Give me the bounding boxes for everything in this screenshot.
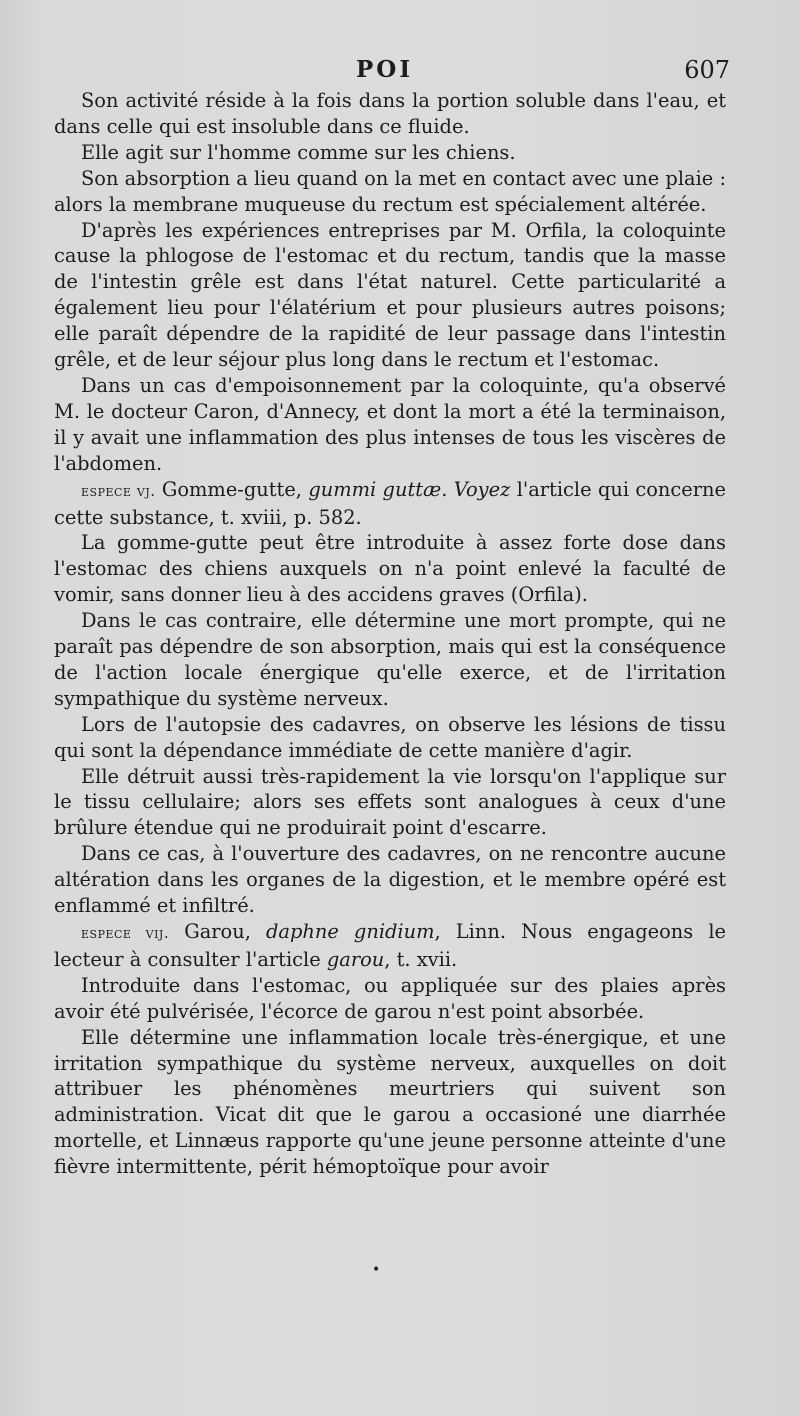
paragraph: Lors de l'autopsie des cadavres, on observe les lésions de tissu qui sont la dépendance immédiate de cette manière d'agir. (54, 712, 726, 762)
footer-mark: • (372, 1262, 381, 1278)
espece-reference: , t. xvii. (384, 947, 458, 971)
espece-vii-paragraph (54, 919, 726, 973)
running-head: POI (356, 56, 414, 83)
paragraph: Elle agit sur l'homme comme sur les chiens. (81, 140, 516, 164)
espece-reference: l'article qui concerne cette substance, t. xviii, p. 582. (54, 477, 726, 529)
paragraph: Introduite dans l'estomac, ou appliquée sur des plaies après avoir été pulvérisée, l'écorce de garou n'est point absorbée. (54, 973, 726, 1023)
paragraph: Elle détruit aussi très-rapidement la vie lorsqu'on l'applique sur le tissu cellulaire; alors ses effets sont analogues à ceux d'une brûlure étendue qui ne produirait point d'escarre. (54, 764, 726, 840)
espece-name: Garou, (169, 920, 266, 943)
article-ref: garou (326, 947, 385, 971)
paragraph: Elle détermine une inflammation locale très-énergique, et une irritation sympathique du système nerveux, auxquelles on doit attribuer les phénomènes meurtriers qui suivent son administration. Vicat dit que le garou a occasioné une diarrhée mortelle, et Linnæus rapporte qu'une jeune personne atteinte d'une fièvre intermittente, périt hémoptoïque pour avoir (54, 1025, 726, 1179)
espece-label: espece vij. (81, 924, 170, 942)
paragraph: Son absorption a lieu quand on la met en contact avec une plaie : alors la membrane muqueuse du rectum est spécialement altérée. (54, 166, 726, 216)
espece-label: espece vj. (81, 481, 156, 500)
espece-name: Gomme-gutte, (155, 477, 309, 501)
page-header (54, 56, 730, 88)
paragraph: Dans un cas d'empoisonnement par la coloquinte, qu'a observé M. le docteur Caron, d'Annecy, et dont la mort a été la terminaison, il y avait une inflammation des plus intenses de tous les viscères de l'abdomen. (54, 373, 726, 475)
page-number: 607 (684, 56, 730, 84)
paragraph: Dans ce cas, à l'ouverture des cadavres, on ne rencontre aucune altération dans les organes de la digestion, et le membre opéré est enflammé et infiltré. (54, 842, 726, 918)
espece-latin-name: gummi guttæ. (308, 477, 448, 501)
espece-vi-paragraph (54, 477, 726, 531)
voyez-text: Voyez (447, 477, 511, 501)
espece-text: , Linn. Nous engageons le lecteur à consulter l'article (54, 920, 726, 971)
paragraph: D'après les expériences entreprises par M. Orfila, la coloquinte cause la phlogose de l'estomac et du rectum, tandis que la masse de l'intestin grêle est dans l'état naturel. Cette particularité a également lieu pour l'élatérium et pour plusieurs autres poisons; elle paraît dépendre de la rapidité de leur passage dans l'intestin grêle, et de leur séjour plus long dans le rectum et l'estomac. (54, 218, 726, 372)
paragraph: Dans le cas contraire, elle détermine une mort prompte, qui ne paraît pas dépendre de son absorption, mais qui est la conséquence de l'action locale énergique qu'elle exerce, et de l'irritation sympathique du système nerveux. (54, 609, 726, 710)
body-text (54, 88, 726, 1180)
paragraph: La gomme-gutte peut être introduite à assez forte dose dans l'estomac des chiens auxquels on n'a point enlevé la faculté de vomir, sans donner lieu à des accidens graves (Orfila). (54, 531, 726, 607)
espece-latin-name: daphne gnidium (265, 920, 435, 943)
paragraph: Son activité réside à la fois dans la portion soluble dans l'eau, et dans celle qui est insoluble dans ce fluide. (54, 89, 726, 138)
